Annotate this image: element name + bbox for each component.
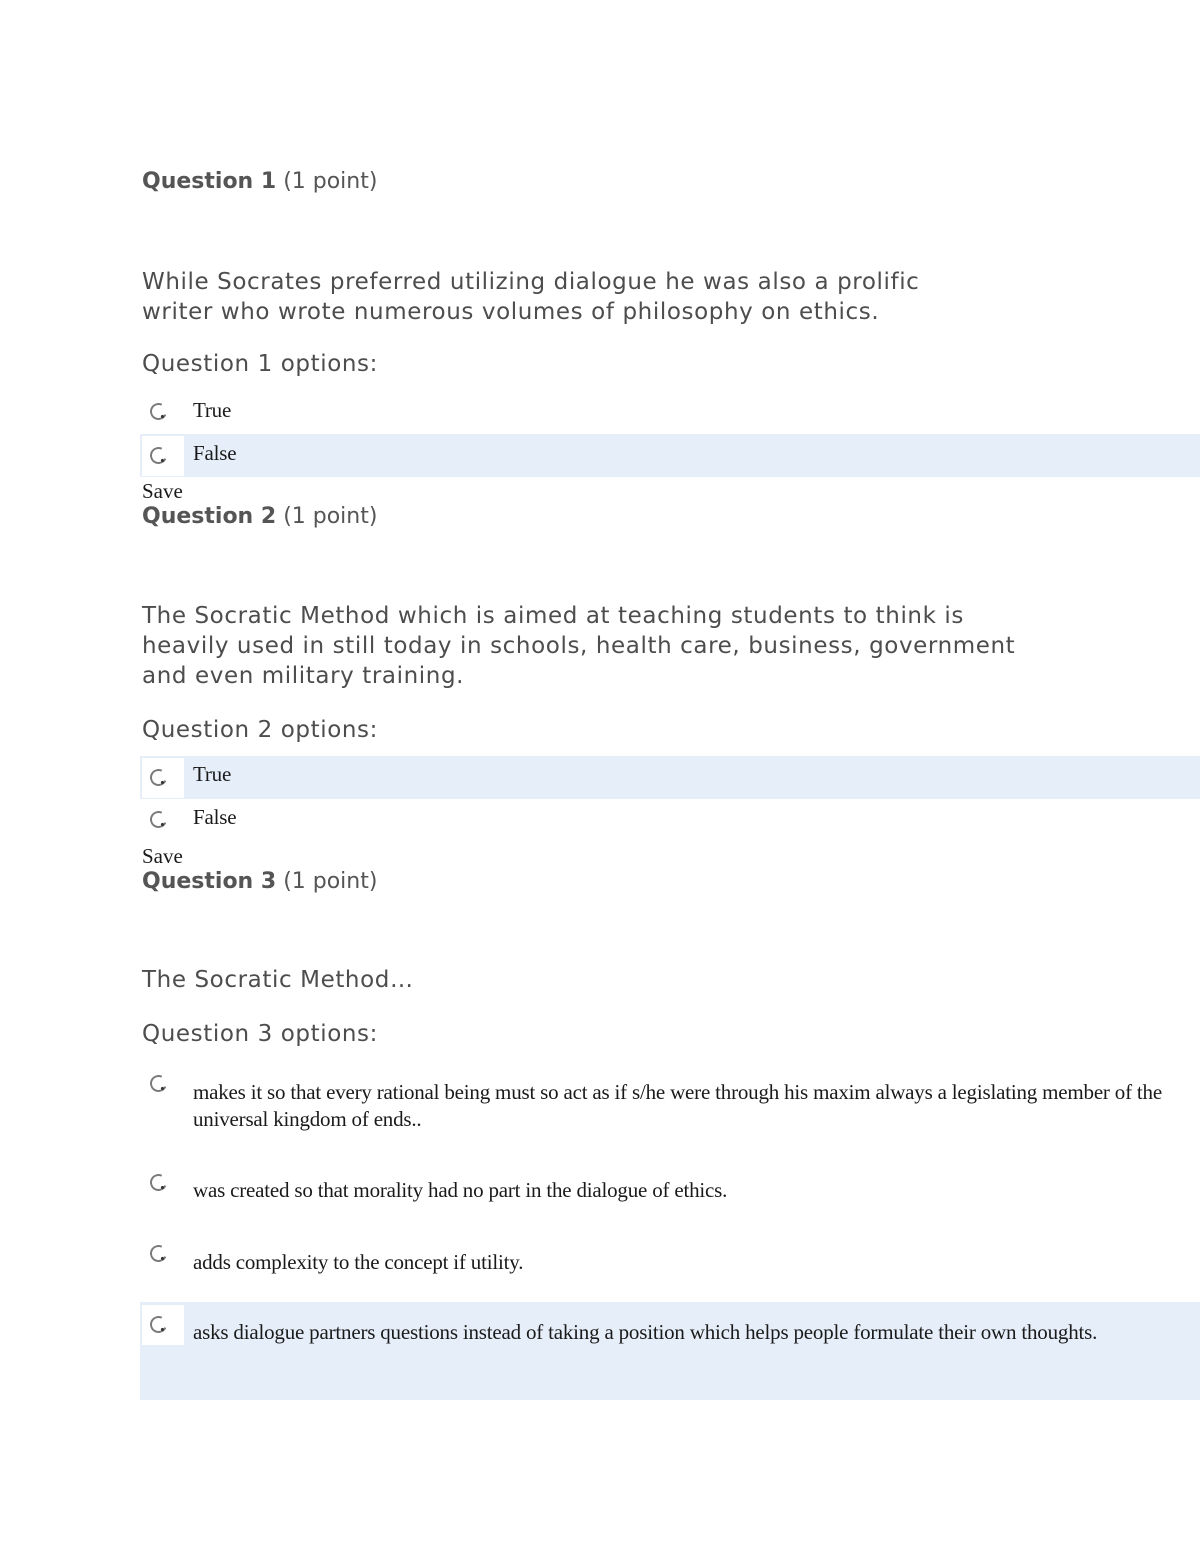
option-label: True	[193, 398, 232, 422]
radio-container[interactable]	[142, 758, 184, 798]
question-points: (1 point)	[283, 869, 378, 894]
radio-button-icon[interactable]	[148, 1243, 170, 1265]
radio-container[interactable]	[142, 436, 184, 476]
option-label: False	[193, 441, 237, 465]
question-number: Question 3	[142, 869, 277, 894]
question-3-option-3[interactable]	[140, 1234, 1200, 1284]
question-1-heading	[142, 168, 377, 196]
radio-button-icon[interactable]	[148, 767, 170, 789]
question-3-option-2[interactable]	[140, 1163, 1200, 1213]
question-1-save-button[interactable]: Save	[142, 479, 183, 503]
question-1-options-label: Question 1 options:	[142, 351, 378, 377]
radio-button-icon[interactable]	[148, 401, 170, 423]
radio-container[interactable]	[142, 1163, 184, 1203]
radio-button-icon[interactable]	[148, 809, 170, 831]
option-label: adds complexity to the concept if utility.	[193, 1250, 524, 1274]
question-1-text: While Socrates preferred utilizing dialogue he was also a prolific writer who wrote numerous volumes of philosophy on ethics.	[142, 269, 920, 325]
question-3-option-1[interactable]	[140, 1064, 1200, 1139]
radio-container[interactable]	[142, 1305, 184, 1345]
question-2-options-label: Question 2 options:	[142, 717, 378, 743]
question-number: Question 1	[142, 169, 277, 194]
radio-button-icon[interactable]	[148, 445, 170, 467]
question-1-option-true[interactable]	[140, 392, 1200, 432]
radio-container[interactable]	[142, 800, 184, 840]
radio-container[interactable]	[142, 1234, 184, 1274]
question-3-text: The Socratic Method…	[142, 967, 414, 993]
question-3-option-4[interactable]	[140, 1302, 1200, 1400]
question-3-heading	[142, 868, 377, 896]
question-2-option-false[interactable]	[140, 800, 1200, 840]
option-label: True	[193, 762, 232, 786]
question-points: (1 point)	[283, 169, 378, 194]
radio-button-icon[interactable]	[148, 1172, 170, 1194]
question-2-text: The Socratic Method which is aimed at teaching students to think is heavily used in still today in schools, health care, business, government and even military training.	[142, 603, 1016, 689]
radio-button-icon[interactable]	[148, 1073, 170, 1095]
question-number: Question 2	[142, 504, 277, 529]
radio-container[interactable]	[142, 1064, 184, 1104]
radio-container[interactable]	[142, 392, 184, 432]
radio-button-icon[interactable]	[148, 1314, 170, 1336]
question-3-options-label: Question 3 options:	[142, 1021, 378, 1047]
question-1-option-false[interactable]	[140, 434, 1200, 477]
question-points: (1 point)	[283, 504, 378, 529]
option-label: False	[193, 805, 237, 829]
question-2-heading	[142, 503, 377, 531]
question-2-option-true[interactable]	[140, 756, 1200, 799]
question-2-save-button[interactable]: Save	[142, 844, 183, 868]
option-label: was created so that morality had no part in the dialogue of ethics.	[193, 1178, 728, 1202]
option-label: makes it so that every rational being must so act as if s/he were through his maxim always a legislating member of the universal kingdom of ends..	[193, 1080, 1162, 1131]
option-label: asks dialogue partners questions instead of taking a position which helps people formulate their own thoughts.	[193, 1320, 1098, 1344]
